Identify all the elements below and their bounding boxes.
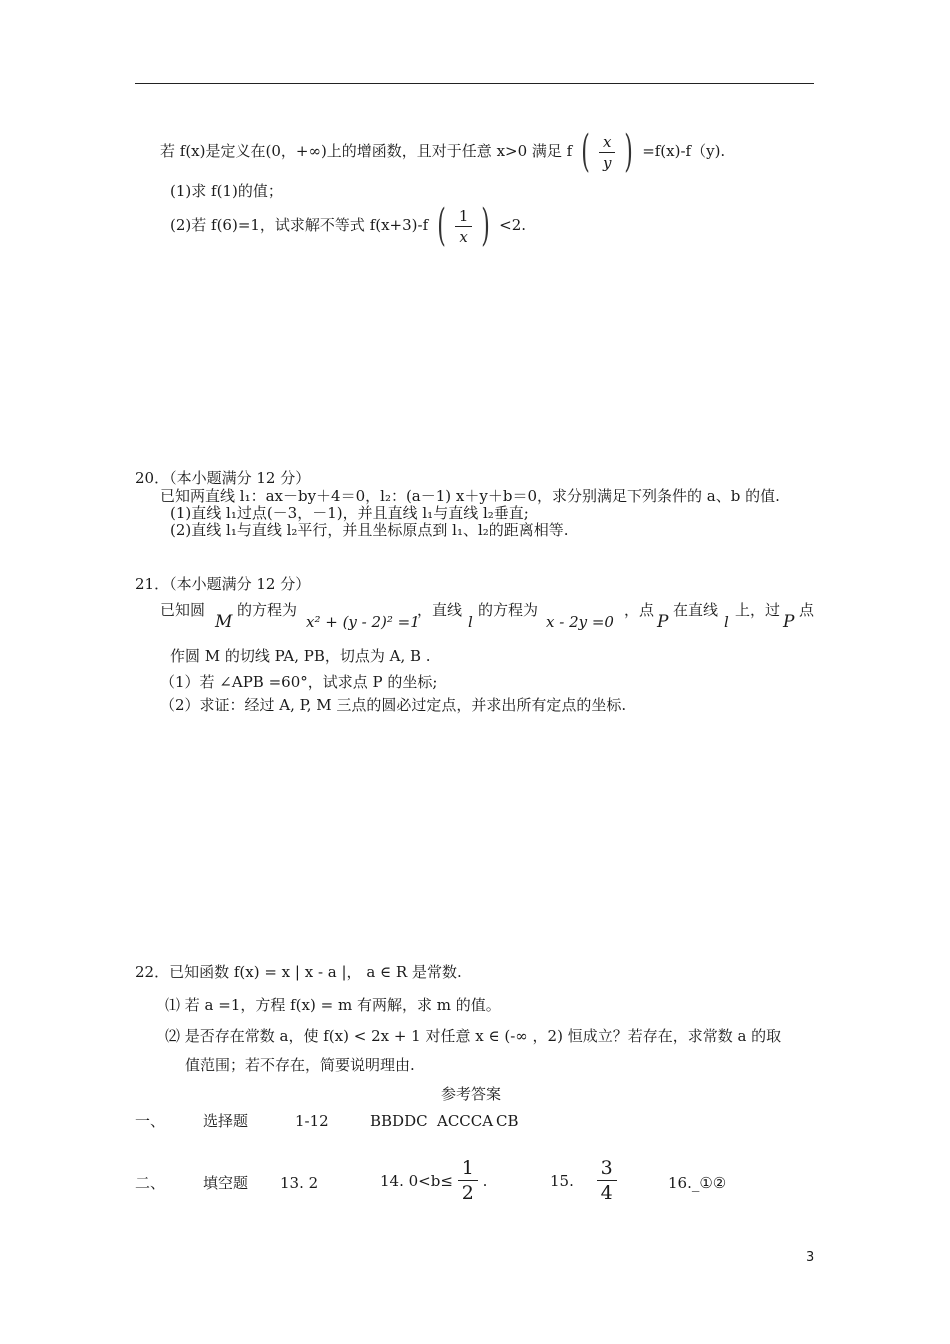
answers-row1-a: BBDDC [370,1112,428,1130]
answers-row1-b: ACCCA [437,1112,494,1130]
answer-15-fraction: $\frac{3}{4}$ [597,1156,617,1205]
page-number: 3 [806,1250,815,1265]
q22-line3: ⑵ 是否存在常数 a，使 f(x) < 2x + 1 对任意 x ∈ (-∞ ，2) 恒成立？若存在，求常数 a 的取 [165,1027,782,1045]
q19-post: =f(x)-f（y). [642,142,726,160]
q21-line1: 已知圆 M 的方程为 x² + (y - 2)² =1 ，直线 l 的方程为 x - 2y =0 ，点 P 在直线 l 上，过 P 点 [160,601,815,632]
answer-13: 13. 2 [280,1174,319,1192]
q22-line4: 值范围；若不存在，简要说明理由. [185,1056,415,1074]
q22-line1: 22．已知函数 f(x) = x | x - a |， a ∈ R 是常数. [135,963,462,981]
answers-row1-label: 选择题 [203,1112,249,1130]
answers-row2-label: 填空题 [203,1174,249,1192]
q20-line3: (2)直线 l₁与直线 l₂平行，并且坐标原点到 l₁、l₂的距离相等. [170,521,569,539]
q19-part1: (1)求 f(1)的值； [170,182,283,200]
q19-pre: 若 f(x)是定义在(0，+∞)上的增函数，且对于任意 x>0 满足 f [160,142,573,160]
q19-statement: 若 f(x)是定义在(0，+∞)上的增函数，且对于任意 x>0 满足 f ( $\frac{x}{y}$ ) =f(x)-f（y). [160,126,726,177]
answers-row1-c: CB [496,1112,519,1130]
q20-line1: 已知两直线 l₁：ax－by＋4＝0，l₂：(a－1) x＋y＋b＝0，求分别满足下列条件的 a、b 的值. [160,487,780,505]
q22-line2: ⑴ 若 a =1，方程 f(x) = m 有两解，求 m 的值。 [165,996,501,1014]
answer-16: 16._①② [668,1174,727,1192]
answers-title: 参考答案 [441,1085,502,1103]
answer-14-fraction: $\frac{1}{2}$ [458,1156,478,1205]
header-rule [135,83,814,84]
answer-15: 15. $\frac{3}{4}$ [550,1156,617,1208]
answers-row1-num: 一、 [135,1112,166,1130]
q19-fraction: $\frac{x}{y}$ [599,132,615,173]
q19-part2: (2)若 f(6)=1，试求解不等式 f(x+3)-f ( $\frac{1}{x}$ ) <2. [170,200,527,251]
q19-part2-fraction: $\frac{1}{x}$ [455,206,473,247]
q21-line3: （1）若 ∠APB =60°，试求点 P 的坐标; [160,673,438,691]
q21-header: 21．（本小题满分 12 分） [135,575,311,593]
q21-line2: 作圆 M 的切线 PA, PB，切点为 A, B . [170,647,431,665]
answers-row1-range: 1-12 [295,1112,329,1130]
q20-line2: (1)直线 l₁过点(－3，－1)，并且直线 l₁与直线 l₂垂直; [170,504,529,522]
answers-row2-num: 二、 [135,1174,166,1192]
q21-line4: （2）求证：经过 A, P, M 三点的圆必过定点，并求出所有定点的坐标. [160,696,627,714]
answer-14: 14. 0<b≤ $\frac{1}{2}$ . [380,1157,488,1204]
q20-header: 20．（本小题满分 12 分） [135,469,311,487]
